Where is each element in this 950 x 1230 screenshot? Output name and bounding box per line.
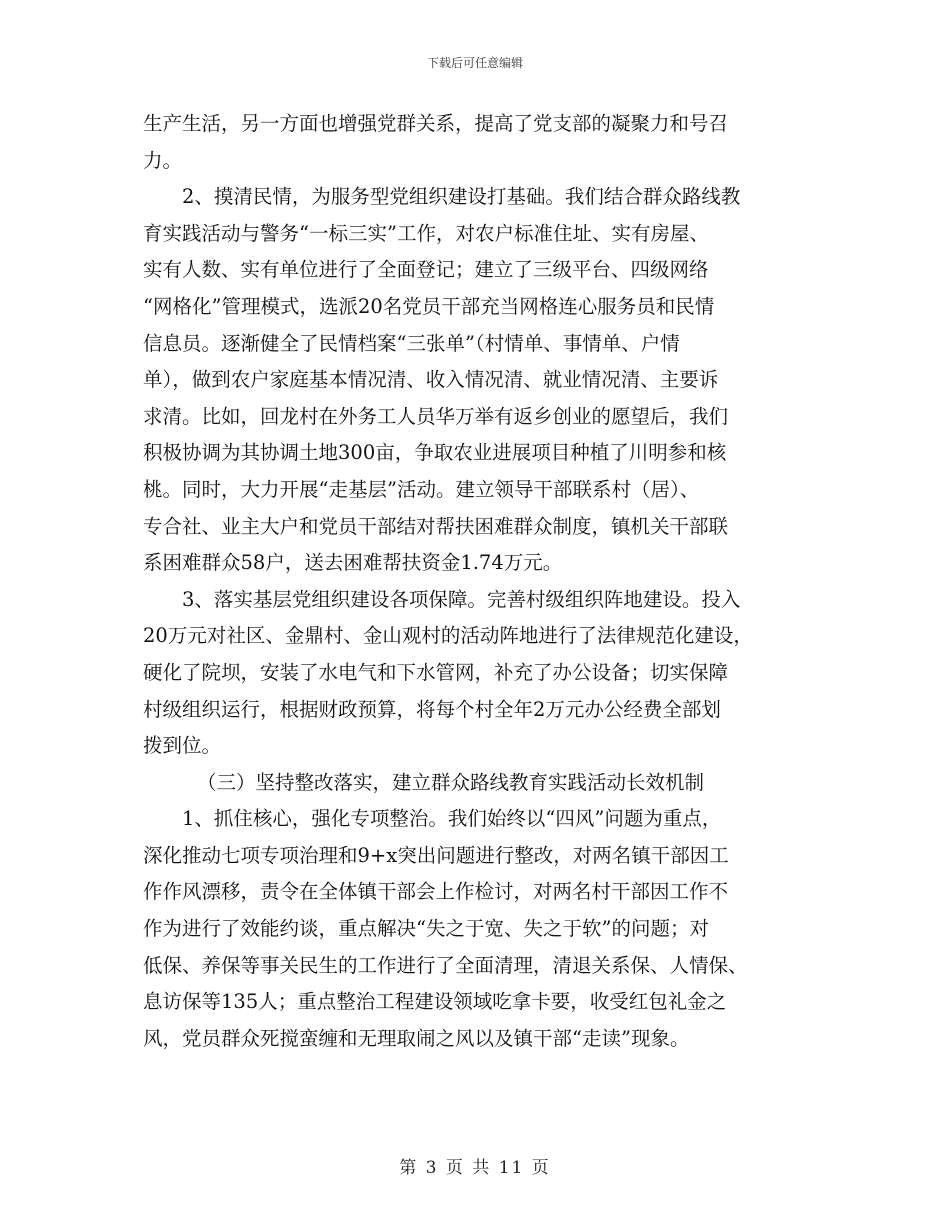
text-line: 20万元对社区、金鼎村、金山观村的活动阵地进行了法律规范化建设， <box>143 624 753 648</box>
text-line: 专合社、业主大户和党员干部结对帮扶困难群众制度，镇机关干部联 <box>143 514 729 538</box>
text-line: 求清。比如，回龙村在外务工人员华万举有返乡创业的愿望后，我们 <box>143 404 729 428</box>
text-line: 作为进行了效能约谈，重点解决“失之于宽、失之于软”的问题；对 <box>143 917 709 941</box>
text-line: 村级组织运行，根据财政预算，将每个村全年2万元办公经费全部划 <box>143 697 721 721</box>
text-line: 系困难群众58户，送去困难帮扶资金1.74万元。 <box>143 551 563 575</box>
text-line: 育实践活动与警务“一标三实”工作，对农户标准住址、实有房屋、 <box>143 221 709 245</box>
text-line: 实有人数、实有单位进行了全面登记；建立了三级平台、四级网络 <box>143 258 709 282</box>
section-heading <box>143 765 823 802</box>
text-line: 生产生活，另一方面也增强党群关系，提高了党支部的凝聚力和号召 <box>143 112 729 135</box>
paragraph <box>143 179 823 582</box>
text-line: 低保、养保等事关民生的工作进行了全面清理，清退关系保、人情保、 <box>143 953 748 977</box>
text-line: 硬化了院坝，安装了水电气和下水管网，补充了办公设备；切实保障 <box>143 660 729 684</box>
paragraph <box>143 106 823 179</box>
text-line: 作作风漂移，责令在全体镇干部会上作检讨，对两名村干部因工作不 <box>143 880 729 904</box>
text-line: 1、抓住核心，强化专项整治。我们始终以“四风”问题为重点， <box>182 807 722 831</box>
page-number-footer: 第 3 页 共 11 页 <box>399 1158 551 1178</box>
heading-line: （三）坚持整改落实，建立群众路线教育实践活动长效机制 <box>197 770 705 794</box>
text-line: 信息员。逐渐健全了民情档案“三张单”（村情单、事情单、户情 <box>143 331 680 355</box>
text-line: 单），做到农户家庭基本情况清、收入情况清、就业情况清、主要诉 <box>143 368 719 392</box>
page-header-note: 下载后可任意编辑 <box>426 56 523 70</box>
text-line: 风，党员群众死搅蛮缠和无理取闹之风以及镇干部“走读”现象。 <box>143 1026 690 1050</box>
text-line: 积极协调为其协调土地300亩，争取农业进展项目种植了川明参和核 <box>143 441 727 465</box>
text-line: 2、摸清民情，为服务型党组织建设打基础。我们结合群众路线教 <box>182 185 741 209</box>
text-line: 深化推动七项专项治理和9+x突出问题进行整改，对两名镇干部因工 <box>143 843 729 867</box>
document-body <box>143 106 823 1057</box>
text-line: 拨到位。 <box>143 734 222 758</box>
text-line: 桃。同时，大力开展“走基层”活动。建立领导干部联系村（居）、 <box>143 477 700 501</box>
paragraph <box>143 801 823 1057</box>
text-line: 息访保等135人；重点整治工程建设领域吃拿卡要，收受红包礼金之 <box>143 990 727 1014</box>
paragraph <box>143 582 823 765</box>
text-line: 力。 <box>143 148 183 172</box>
text-line: 3、落实基层党组织建设各项保障。完善村级组织阵地建设。投入 <box>182 587 741 611</box>
text-line: “网格化”管理模式，选派20名党员干部充当网格连心服务员和民情 <box>143 294 715 318</box>
